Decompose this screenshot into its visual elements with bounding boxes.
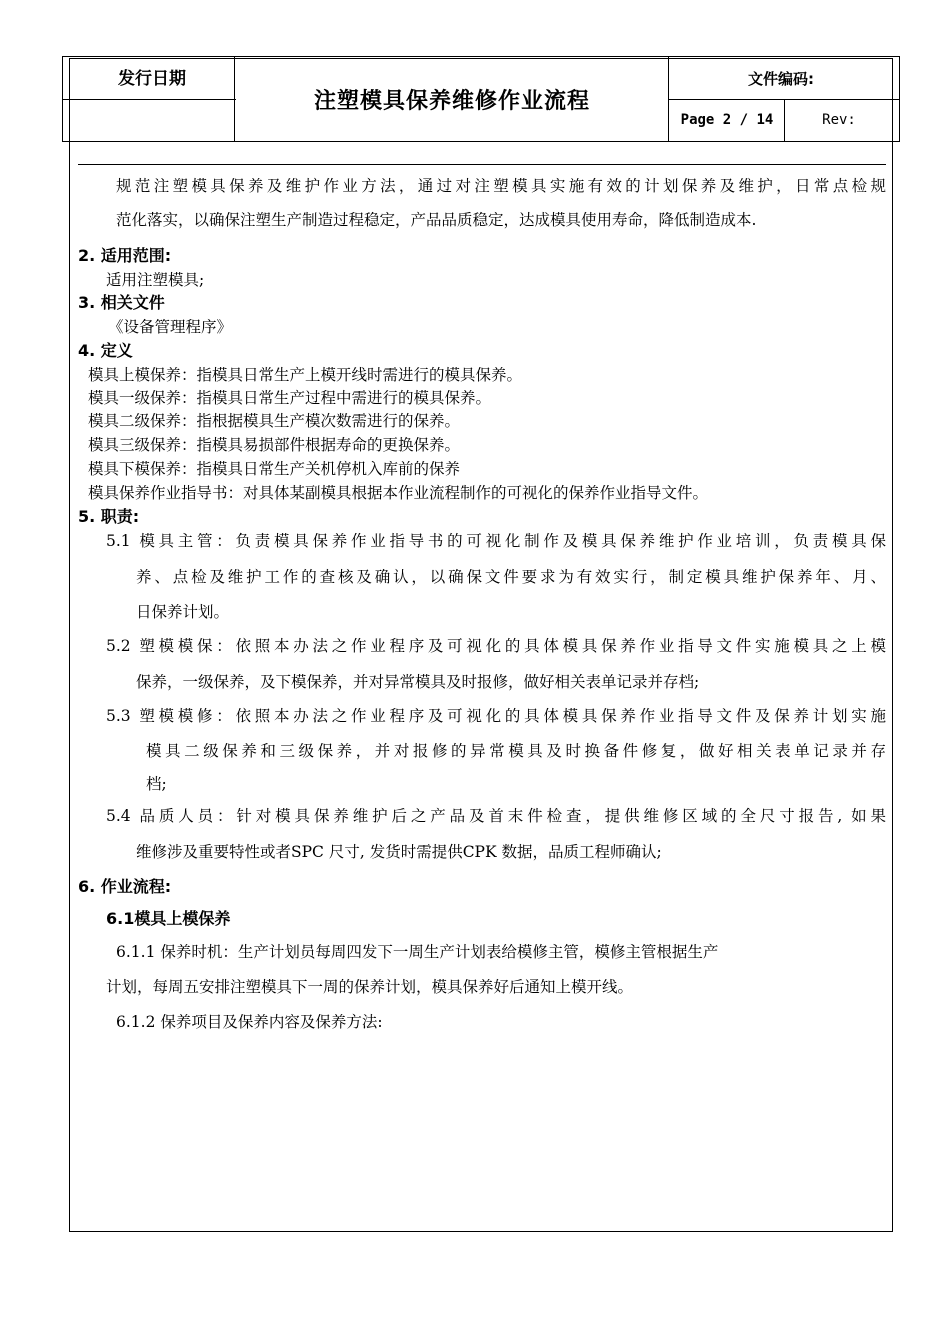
section-scope-heading: 2. 适用范围: — [78, 246, 172, 265]
duty-5-2-line-2: 保养，一级保养，及下模保养，并对异常模具及时报修，做好相关表单记录并存档; — [136, 673, 700, 691]
procedure-6-1-2: 6.1.2 保养项目及保养内容及保养方法: — [116, 1013, 383, 1031]
section-duties-heading: 5. 职责: — [78, 507, 140, 526]
header-col-divider-1 — [234, 56, 235, 142]
duty-5-1-line-1: 5.1 模具主管：负责模具保养作业指导书的可视化制作及模具保养维护作业培训，负责模具保 — [106, 532, 886, 550]
revision-label: Rev: — [822, 112, 856, 128]
page-number: Page 2 / 14 — [680, 112, 774, 128]
duty-5-2-line-1: 5.2 塑模模保：依照本办法之作业程序及可视化的具体模具保养作业指导文件实施模具之上模 — [106, 637, 886, 655]
duty-5-1-line-3: 日保养计划。 — [136, 603, 230, 621]
header-col-divider-3 — [784, 99, 785, 142]
purpose-line-2: 范化落实，以确保注塑生产制造过程稳定，产品品质稳定，达成模具使用寿命，降低制造成本. — [116, 211, 757, 229]
duty-5-3-line-2: 模具二级保养和三级保养，并对报修的异常模具及时换备件修复，做好相关表单记录并存 — [146, 742, 886, 760]
duty-5-3-line-3: 档; — [146, 775, 167, 793]
issue-date-label: 发行日期 — [118, 69, 186, 89]
related-doc-item: 《设备管理程序》 — [108, 318, 233, 336]
duty-5-4-line-1: 5.4 品质人员：针对模具保养维护后之产品及首末件检查，提供维修区域的全尺寸报告, 如果 — [106, 807, 886, 825]
duty-5-3-line-1: 5.3 塑模模修：依照本办法之作业程序及可视化的具体模具保养作业指导文件及保养计划实施 — [106, 707, 886, 725]
doc-number-label: 文件编码: — [748, 70, 814, 88]
definition-item: 模具三级保养：指模具易损部件根据寿命的更换保养。 — [88, 436, 461, 454]
header-separator — [78, 164, 886, 165]
definition-item: 模具下模保养：指模具日常生产关机停机入库前的保养 — [88, 460, 461, 478]
procedure-6-1-1-line-2: 计划，每周五安排注塑模具下一周的保养计划，模具保养好后通知上模开线。 — [106, 978, 634, 996]
definition-item: 模具保养作业指导书：对具体某副模具根据本作业流程制作的可视化的保养作业指导文件。 — [88, 484, 709, 502]
definition-item: 模具二级保养：指根据模具生产模次数需进行的保养。 — [88, 412, 461, 430]
header-divider-left — [62, 99, 236, 100]
scope-text: 适用注塑模具; — [106, 271, 205, 289]
definition-item: 模具一级保养：指模具日常生产过程中需进行的模具保养。 — [88, 389, 492, 407]
definition-item: 模具上模保养：指模具日常生产上模开线时需进行的模具保养。 — [88, 366, 523, 384]
section-definitions-heading: 4. 定义 — [78, 341, 133, 360]
procedure-6-1-1-line-1: 6.1.1 保养时机：生产计划员每周四发下一周生产计划表给模修主管，模修主管根据生产 — [116, 943, 719, 961]
document-title: 注塑模具保养维修作业流程 — [313, 89, 590, 114]
purpose-line-1: 规范注塑模具保养及维护作业方法，通过对注塑模具实施有效的计划保养及维护，日常点检规 — [116, 177, 886, 195]
section-procedure-heading: 6. 作业流程: — [78, 877, 172, 896]
header-col-divider-2 — [668, 56, 669, 142]
duty-5-4-line-2: 维修涉及重要特性或者SPC 尺寸, 发货时需提供CPK 数据，品质工程师确认; — [136, 843, 662, 861]
duty-5-1-line-2: 养、点检及维护工作的查核及确认，以确保文件要求为有效实行，制定模具维护保养年、月、 — [136, 568, 886, 586]
section-related-docs-heading: 3. 相关文件 — [78, 293, 165, 312]
subsection-6-1-heading: 6.1模具上模保养 — [106, 909, 231, 928]
